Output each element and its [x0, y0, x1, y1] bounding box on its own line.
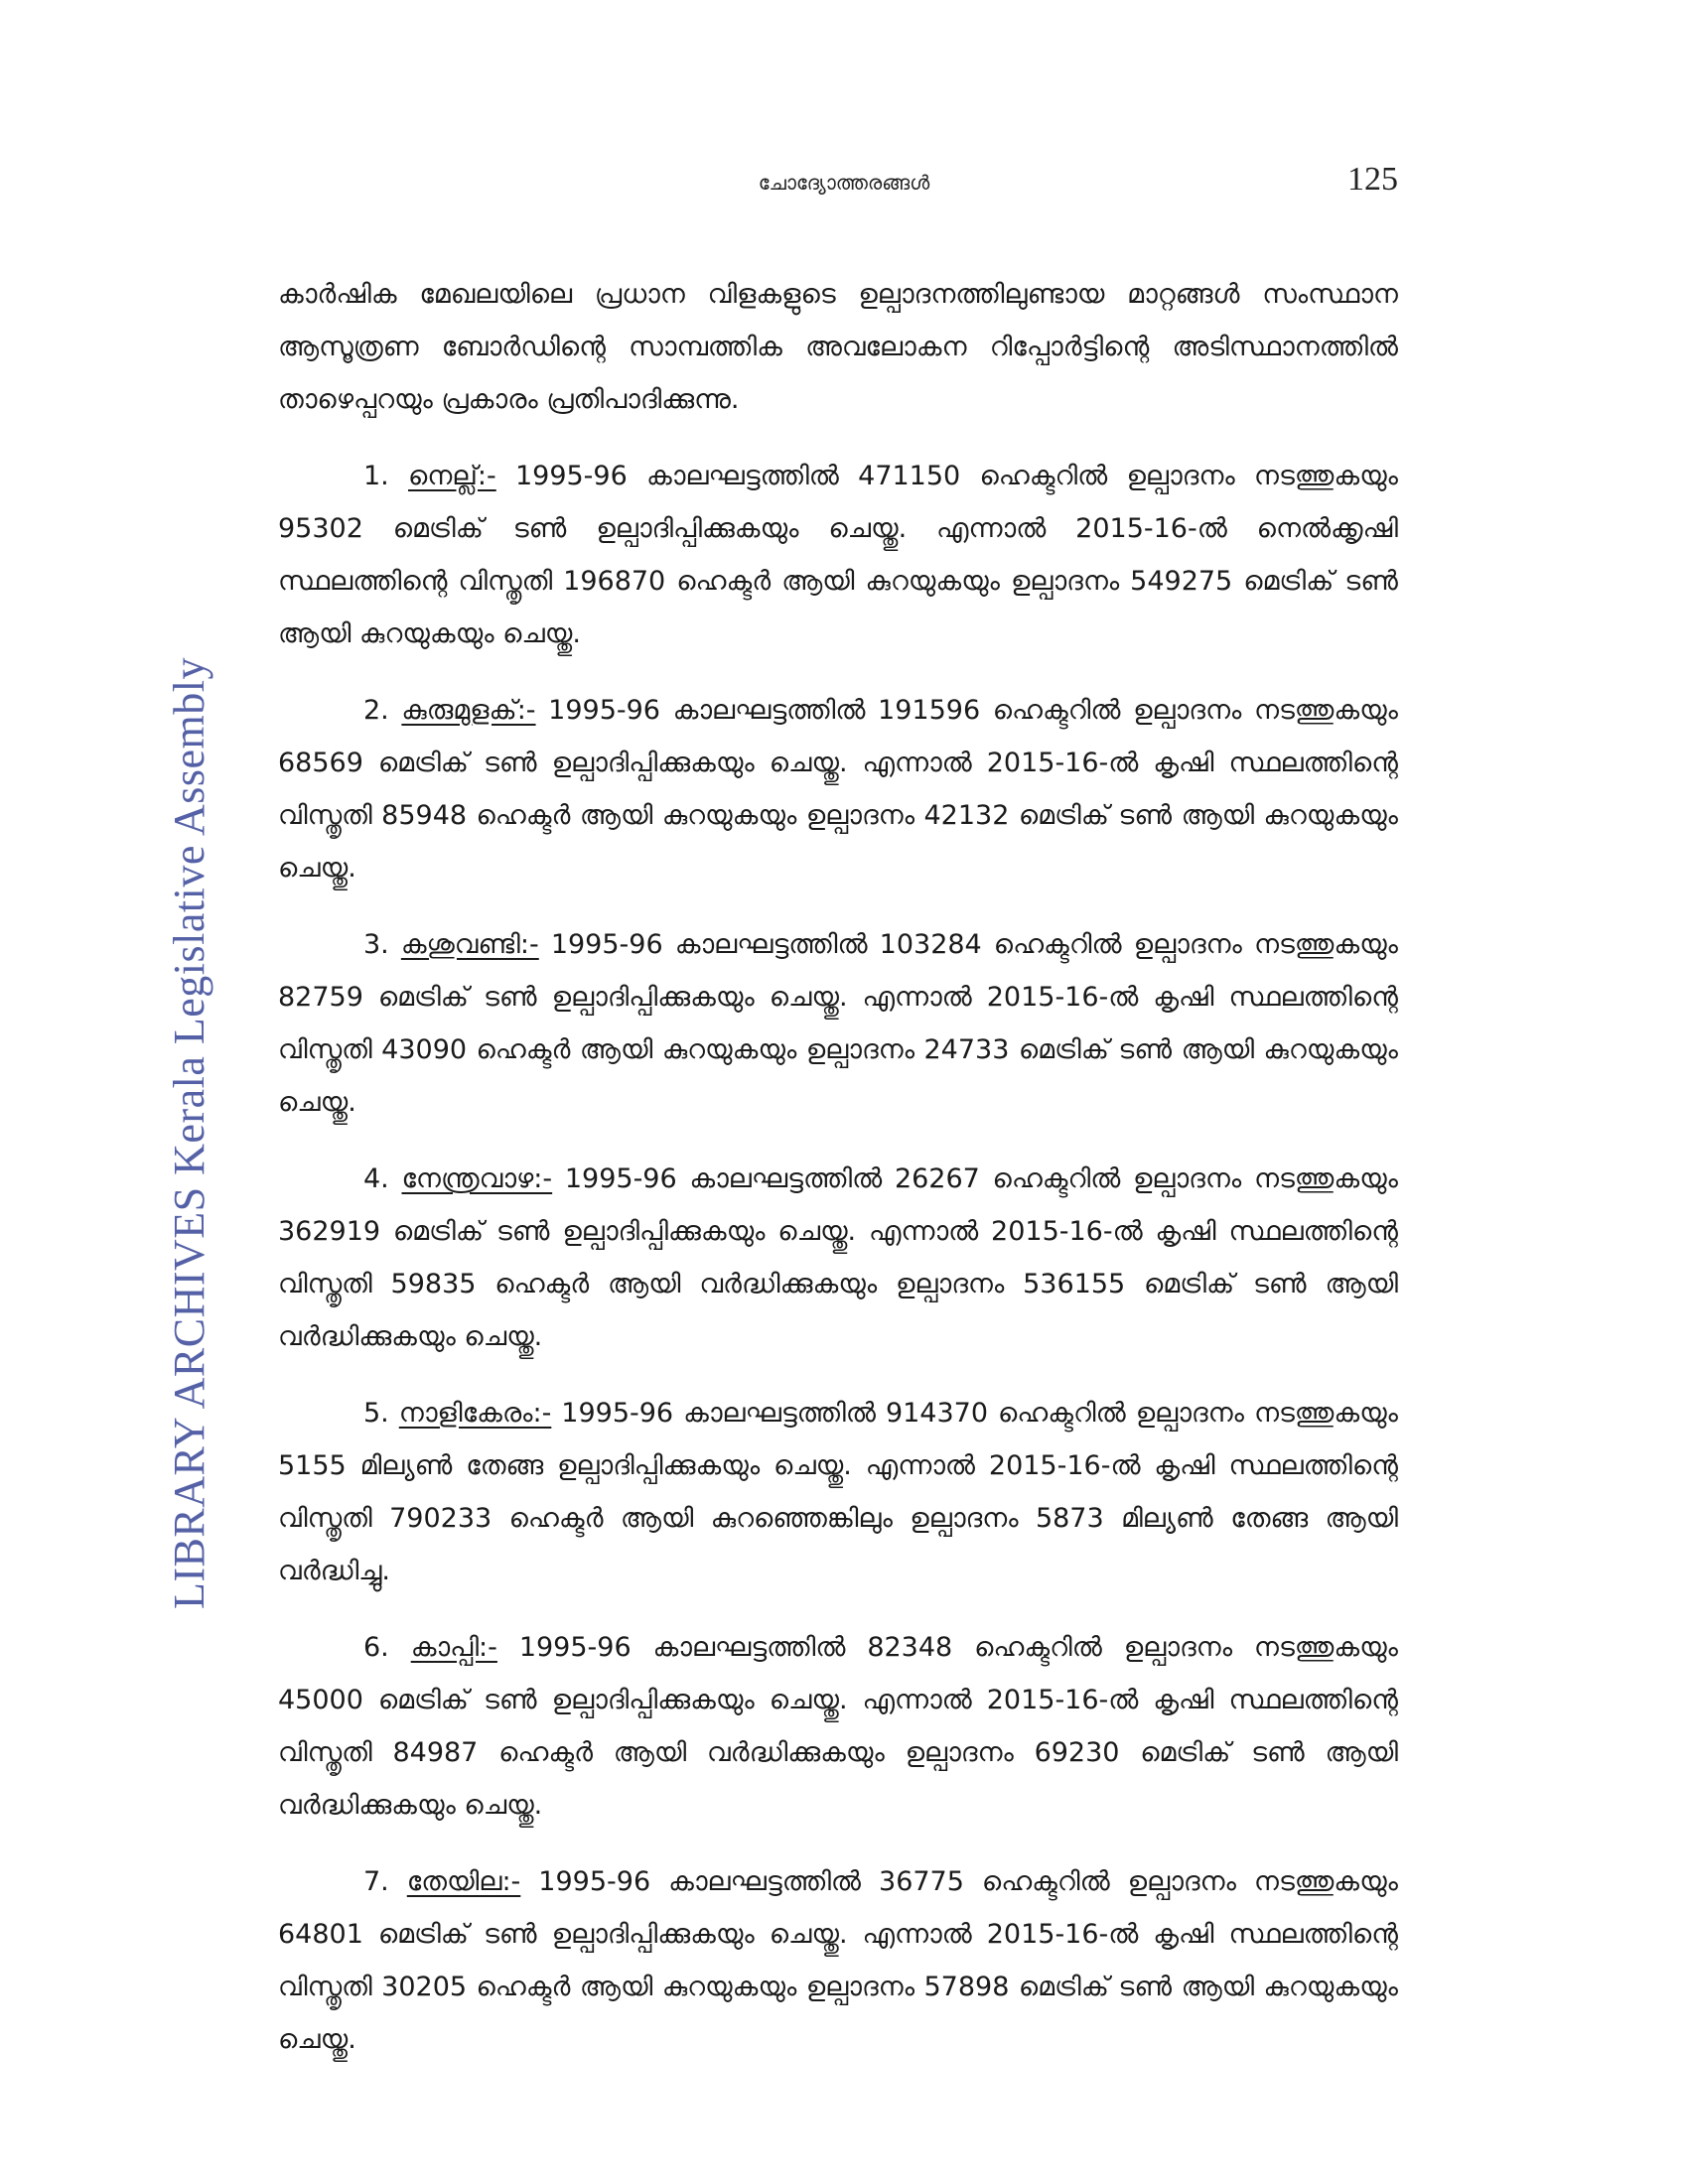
crop-heading: കുരുമുളക്:-	[401, 695, 536, 726]
list-item	[278, 1153, 1398, 1363]
list-item	[278, 1621, 1398, 1832]
crop-heading: കശുവണ്ടി:-	[400, 929, 539, 960]
item-number: 3.	[363, 929, 389, 960]
archive-watermark: LIBRARY ARCHIVES Kerala Legislative Assembly	[165, 657, 213, 1609]
item-text: 1995-96 കാലഘട്ടത്തിൽ 191596 ഹെക്ടറിൽ ഉല്പാദനം നടത്തുകയും 68569 മെട്രിക് ടൺ ഉല്പാദിപ്പിക്കുകയും ചെയ്തു. എന്നാൽ 2015-16-ൽ കൃഷി സ്ഥലത്തിന്റെ വിസ്തൃതി 85948 ഹെക്ടർ ആയി കുറയുകയും ഉല്പാദനം 42132 മെട്രിക് ടൺ ആയി കുറയുകയും ചെയ്തു.	[278, 695, 1398, 884]
crop-heading: നേന്ത്രവാഴ:-	[401, 1163, 553, 1194]
crop-heading: നെല്ല്:-	[408, 461, 496, 491]
intro-paragraph: കാർഷിക മേഖലയിലെ പ്രധാന വിളകളുടെ ഉല്പാദനത്തിലുണ്ടായ മാറ്റങ്ങൾ സംസ്ഥാന ആസൂത്രണ ബോർഡിന്റെ സാമ്പത്തിക അവലോകന റിപ്പോർട്ടിന്റെ അടിസ്ഥാനത്തിൽ താഴെപ്പറയും പ്രകാരം പ്രതിപാദിക്കുന്നു.	[278, 279, 1398, 415]
item-number: 6.	[363, 1632, 389, 1663]
list-item	[278, 1387, 1398, 1597]
item-text: 1995-96 കാലഘട്ടത്തിൽ 82348 ഹെക്ടറിൽ ഉല്പാദനം നടത്തുകയും 45000 മെട്രിക് ടൺ ഉല്പാദിപ്പിക്കുകയും ചെയ്തു. എന്നാൽ 2015-16-ൽ കൃഷി സ്ഥലത്തിന്റെ വിസ്തൃതി 84987 ഹെക്ടർ ആയി വർദ്ധിക്കുകയും ഉല്പാദനം 69230 മെട്രിക് ടൺ ആയി വർദ്ധിക്കുകയും ചെയ്തു.	[278, 1632, 1398, 1821]
list-item	[278, 684, 1398, 894]
item-text: 1995-96 കാലഘട്ടത്തിൽ 26267 ഹെക്ടറിൽ ഉല്പാദനം നടത്തുകയും 362919 മെട്രിക് ടൺ ഉല്പാദിപ്പിക്കുകയും ചെയ്തു. എന്നാൽ 2015-16-ൽ കൃഷി സ്ഥലത്തിന്റെ വിസ്തൃതി 59835 ഹെക്ടർ ആയി വർദ്ധിക്കുകയും ഉല്പാദനം 536155 മെട്രിക് ടൺ ആയി വർദ്ധിക്കുകയും ചെയ്തു.	[278, 1163, 1398, 1352]
running-header-title: ചോദ്യോത്തരങ്ങൾ	[758, 171, 930, 195]
document-body	[278, 268, 1398, 2090]
item-text: 1995-96 കാലഘട്ടത്തിൽ 36775 ഹെക്ടറിൽ ഉല്പാദനം നടത്തുകയും 64801 മെട്രിക് ടൺ ഉല്പാദിപ്പിക്കുകയും ചെയ്തു. എന്നാൽ 2015-16-ൽ കൃഷി സ്ഥലത്തിന്റെ വിസ്തൃതി 30205 ഹെക്ടർ ആയി കുറയുകയും ഉല്പാദനം 57898 മെട്രിക് ടൺ ആയി കുറയുകയും ചെയ്തു.	[278, 1866, 1398, 2055]
item-number: 4.	[363, 1163, 389, 1194]
crop-heading: നാളികേരം:-	[398, 1398, 552, 1429]
item-text: 1995-96 കാലഘട്ടത്തിൽ 103284 ഹെക്ടറിൽ ഉല്പാദനം നടത്തുകയും 82759 മെട്രിക് ടൺ ഉല്പാദിപ്പിക്കുകയും ചെയ്തു. എന്നാൽ 2015-16-ൽ കൃഷി സ്ഥലത്തിന്റെ വിസ്തൃതി 43090 ഹെക്ടർ ആയി കുറയുകയും ഉല്പാദനം 24733 മെട്രിക് ടൺ ആയി കുറയുകയും ചെയ്തു.	[278, 929, 1398, 1118]
item-text: 1995-96 കാലഘട്ടത്തിൽ 471150 ഹെക്ടറിൽ ഉല്പാദനം നടത്തുകയും 95302 മെട്രിക് ടൺ ഉല്പാദിപ്പിക്കുകയും ചെയ്തു. എന്നാൽ 2015-16-ൽ നെൽക്കൃഷി സ്ഥലത്തിന്റെ വിസ്തൃതി 196870 ഹെക്ടർ ആയി കുറയുകയും ഉല്പാദനം 549275 മെട്രിക് ടൺ ആയി കുറയുകയും ചെയ്തു.	[278, 461, 1398, 649]
item-number: 1.	[363, 461, 389, 491]
item-number: 7.	[363, 1866, 389, 1897]
crop-heading: തേയില:-	[406, 1866, 521, 1897]
item-number: 5.	[363, 1398, 389, 1429]
list-item	[278, 1855, 1398, 2066]
crop-heading: കാപ്പി:-	[410, 1632, 497, 1663]
item-text: 1995-96 കാലഘട്ടത്തിൽ 914370 ഹെക്ടറിൽ ഉല്പാദനം നടത്തുകയും 5155 മില്യൺ തേങ്ങ ഉല്പാദിപ്പിക്കുകയും ചെയ്തു. എന്നാൽ 2015-16-ൽ കൃഷി സ്ഥലത്തിന്റെ വിസ്തൃതി 790233 ഹെക്ടർ ആയി കുറഞ്ഞെങ്കിലും ഉല്പാദനം 5873 മില്യൺ തേങ്ങ ആയി വർദ്ധിച്ചു.	[278, 1398, 1398, 1586]
item-number: 2.	[363, 695, 389, 726]
list-item	[278, 918, 1398, 1129]
list-item	[278, 450, 1398, 660]
page-number: 125	[1347, 161, 1398, 198]
